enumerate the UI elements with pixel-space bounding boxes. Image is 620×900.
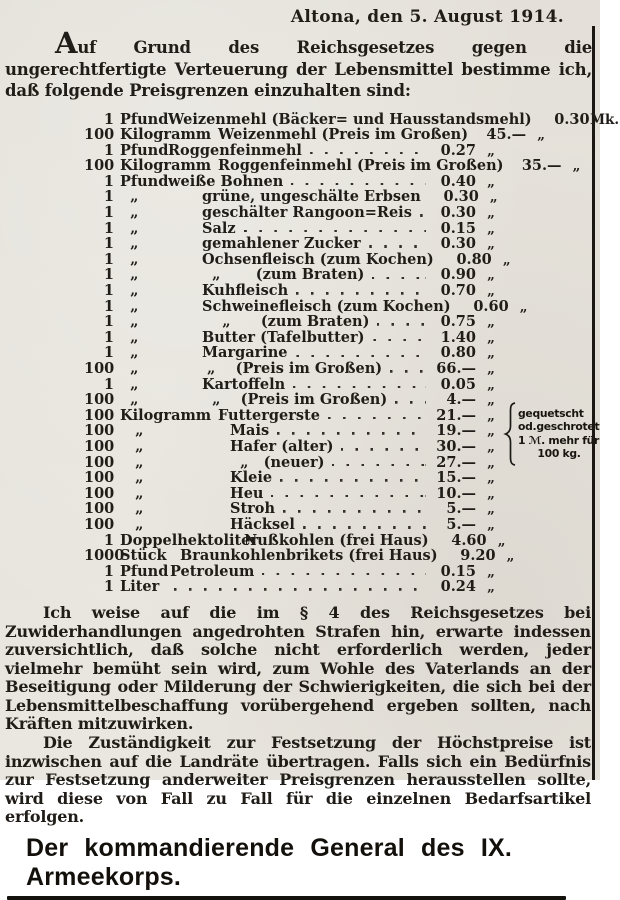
price-cell: 4.60 — [451, 531, 487, 549]
item-cell: Salz — [202, 219, 236, 237]
item-cell: Kuhfleisch — [202, 282, 289, 300]
currency-cell: „ — [572, 158, 581, 175]
dot-leader — [283, 510, 426, 513]
currency-cell: „ — [487, 485, 495, 502]
table-row — [84, 422, 506, 438]
currency-cell: „ — [487, 438, 495, 455]
unit-cell: Stück — [120, 547, 167, 565]
price-cell: 5.— — [446, 515, 476, 533]
table-row — [84, 391, 506, 407]
item-cell: Margarine — [202, 344, 288, 362]
grouping-brace — [504, 402, 516, 466]
table-row — [84, 500, 506, 516]
table-row — [84, 329, 506, 345]
item-cell: weiße Bohnen — [168, 172, 284, 190]
price-cell: 0.30 — [440, 235, 476, 253]
dot-leader — [332, 464, 426, 467]
quantity-cell: 1 — [103, 141, 114, 159]
currency-cell: „ — [487, 579, 495, 596]
unit-cell: „ — [120, 515, 144, 533]
body-paragraph-jurisdiction: Die Zuständigkeit zur Festsetzung der Höchstpreise ist inzwischen auf die Landräte übertragen. Falls sich ein Bedürfnis zur Festsetzung anderweiter Preisgrenzen herausstellen sollte, wird diese von Fall zu Fall für die einzelnen Bedarfsartikel erfolgen. — [5, 733, 591, 827]
table-row — [84, 344, 506, 360]
item-cell: Ochsenfleisch (zum Kochen) — [202, 250, 434, 268]
item-cell: Hafer (alter) — [230, 437, 334, 455]
currency-cell: „ — [487, 236, 495, 253]
currency-cell: Mk. — [590, 111, 620, 128]
item-cell: Weizenmehl (Bäcker= und Hausstandsmehl) — [168, 110, 532, 128]
quantity-cell: 1 — [103, 250, 114, 268]
currency-cell: „ — [487, 345, 495, 362]
price-cell: 0.40 — [440, 172, 476, 190]
table-row — [84, 220, 506, 236]
dot-leader — [296, 292, 426, 295]
unit-cell: Pfund — [120, 110, 169, 128]
currency-cell: „ — [487, 454, 495, 471]
quantity-cell: 1 — [103, 204, 114, 222]
table-row — [84, 188, 506, 204]
price-cell: 0.30 — [554, 110, 590, 128]
price-cell: 21.— — [436, 406, 476, 424]
quantity-cell: 100 — [84, 500, 115, 518]
dot-leader — [373, 339, 426, 342]
side-note-line: od.geschrotet — [518, 420, 600, 433]
drop-cap-initial: A — [55, 26, 78, 60]
side-note-line: gequetscht — [518, 406, 584, 420]
currency-cell: „ — [487, 329, 495, 346]
dot-leader — [310, 152, 426, 155]
currency-cell: „ — [497, 532, 506, 549]
quantity-cell: 1 — [103, 313, 114, 331]
unit-cell: „ — [120, 204, 139, 222]
currency-cell: „ — [487, 423, 495, 440]
unit-cell: „ — [120, 266, 139, 284]
table-row — [84, 313, 506, 329]
side-note — [504, 402, 600, 466]
price-cell: 35.— — [521, 157, 562, 175]
price-cell: 0.80 — [440, 344, 476, 362]
quantity-cell: 1 — [103, 531, 114, 549]
dot-leader — [174, 588, 426, 591]
table-row — [84, 360, 506, 376]
quantity-cell: 100 — [84, 469, 115, 487]
quantity-cell: 100 — [84, 422, 115, 440]
quantity-cell: 100 — [84, 453, 115, 471]
table-row — [84, 376, 506, 392]
unit-cell: „ — [120, 250, 139, 268]
currency-cell: „ — [487, 142, 495, 159]
table-row — [84, 110, 620, 128]
quantity-cell: 1 — [103, 172, 114, 190]
unit-cell: Liter — [120, 578, 160, 596]
unit-cell: Pfund — [120, 172, 169, 190]
price-cell: 5.— — [446, 500, 476, 518]
quantity-cell: 1 — [103, 344, 114, 362]
dot-leader — [293, 386, 426, 389]
price-cell: 0.27 — [440, 141, 476, 159]
table-row — [84, 142, 506, 158]
quantity-cell: 1 — [103, 328, 114, 346]
table-row — [84, 547, 515, 565]
unit-cell: „ — [120, 437, 144, 455]
dot-leader — [277, 432, 426, 435]
item-cell: Nußkohlen (frei Haus) — [244, 531, 429, 549]
table-row — [84, 578, 506, 594]
dot-leader — [377, 323, 426, 326]
quantity-cell: 1 — [103, 110, 114, 128]
currency-cell: „ — [487, 205, 495, 222]
currency-cell: „ — [502, 251, 511, 268]
item-cell: Roggenfeinmehl (Preis im Großen) — [218, 157, 504, 175]
currency-cell: „ — [487, 501, 495, 518]
item-cell: „ (Preis im Großen) — [202, 391, 388, 409]
table-row — [84, 204, 506, 220]
side-note-text — [518, 407, 600, 461]
table-row — [84, 438, 506, 454]
price-cell: 0.30 — [443, 188, 479, 206]
currency-cell: „ — [487, 314, 495, 331]
intro-paragraph — [5, 26, 592, 102]
unit-cell: „ — [120, 422, 144, 440]
currency-cell: „ — [487, 220, 495, 237]
quantity-cell: 100 — [84, 484, 115, 502]
intro-text: uf Grund des Reichsgesetzes gegen die ungerechtfertigte Verteuerung der Lebensmittel bestimme ich, daß folgende Preisgrenzen einzuhalten sind: — [5, 38, 592, 100]
item-cell: Roggenfeinmehl — [168, 141, 302, 159]
price-cell: 0.30 — [440, 204, 476, 222]
table-row — [84, 407, 506, 423]
quantity-cell: 1 — [103, 578, 114, 596]
quantity-cell: 1 — [103, 375, 114, 393]
price-cell: 10.— — [436, 484, 476, 502]
quantity-cell: 1 — [103, 235, 114, 253]
unit-cell: „ — [120, 282, 139, 300]
side-note-line: 100 kg. — [537, 447, 581, 460]
item-cell: „ (neuer) — [230, 453, 325, 471]
dot-leader — [372, 277, 426, 280]
dot-leader — [341, 448, 426, 451]
unit-cell: „ — [120, 453, 144, 471]
item-cell: Petroleum — [170, 562, 255, 580]
price-cell: 30.— — [436, 437, 476, 455]
item-cell: „ (zum Braten) — [202, 313, 370, 331]
quantity-cell: 1 — [103, 188, 114, 206]
currency-cell: „ — [487, 392, 495, 409]
currency-cell: „ — [487, 283, 495, 300]
currency-cell: „ — [506, 548, 515, 565]
currency-cell: „ — [519, 298, 528, 315]
dot-leader — [296, 355, 426, 358]
item-cell: Futtergerste — [218, 406, 320, 424]
currency-cell: „ — [489, 189, 498, 206]
price-cell: 27.— — [436, 453, 476, 471]
price-cell: 0.80 — [456, 250, 492, 268]
table-row — [84, 454, 506, 470]
unit-cell: „ — [120, 297, 139, 315]
item-cell: Häcksel — [230, 515, 295, 533]
quantity-cell: 100 — [84, 360, 115, 377]
item-cell: „ (Preis im Großen) — [202, 360, 383, 377]
dot-leader — [303, 526, 426, 529]
bottom-rule — [7, 896, 566, 900]
price-cell: 0.90 — [440, 266, 476, 284]
price-cell: 0.24 — [440, 578, 476, 596]
price-cell: 0.75 — [440, 313, 476, 331]
price-cell: 4.— — [446, 391, 476, 409]
dot-leader — [280, 479, 426, 482]
table-row — [84, 532, 506, 548]
quantity-cell: 100 — [84, 406, 115, 424]
item-cell: Kleie — [230, 469, 273, 487]
dot-leader — [328, 417, 426, 420]
unit-cell: Pfund — [120, 141, 169, 159]
quantity-cell: 1 — [103, 219, 114, 237]
currency-cell: „ — [487, 563, 495, 580]
quantity-cell: 100 — [84, 126, 115, 144]
unit-cell: „ — [120, 235, 139, 253]
body-paragraph-penalties: Ich weise auf die im § 4 des Reichsgesetzes bei Zuwiderhandlungen angedrohten Strafen hin, erwarte indessen zuversichtlich, daß solche nicht erforderlich werden, jeder vielmehr bemüht sein wird, zum Wohle des Vaterlands an der Beseitigung oder Milderung der Schwierigkeiten, die sich bei der Lebensmittelbeschaffung vorübergehend ergeben sollten, nach Kräften mitzuwirken. — [5, 602, 591, 734]
quantity-cell: 100 — [84, 157, 115, 175]
currency-cell: „ — [487, 470, 495, 487]
table-row — [84, 297, 528, 315]
item-cell: Kartoffeln — [202, 375, 286, 393]
date-line: Altona, den 5. August 1914. — [290, 7, 564, 27]
unit-cell: „ — [120, 375, 139, 393]
price-table — [84, 110, 620, 596]
price-cell: 19.— — [436, 422, 476, 440]
price-cell: 45.— — [486, 126, 527, 144]
side-note-line: 1 ℳ. mehr für — [518, 433, 600, 447]
table-row — [84, 250, 511, 268]
unit-cell: „ — [120, 188, 139, 206]
dot-leader — [262, 573, 426, 576]
table-row — [84, 469, 506, 485]
price-cell: 0.15 — [440, 219, 476, 237]
currency-cell: „ — [537, 127, 545, 144]
table-row — [84, 235, 506, 251]
quantity-cell: 1 — [103, 266, 114, 284]
table-row — [84, 282, 506, 298]
unit-cell: „ — [120, 391, 139, 409]
currency-cell: „ — [487, 361, 495, 377]
item-cell: Braunkohlenbrikets (frei Haus) — [180, 547, 438, 565]
price-cell: 0.05 — [440, 375, 476, 393]
unit-cell: „ — [120, 313, 139, 331]
currency-cell: „ — [487, 407, 495, 424]
price-cell: 0.60 — [473, 297, 509, 315]
item-cell: Heu — [230, 484, 264, 502]
item-cell: geschälter Rangoon=Reis — [202, 204, 412, 222]
unit-cell: „ — [120, 500, 144, 518]
currency-cell: „ — [487, 267, 495, 284]
currency-cell: „ — [487, 376, 495, 393]
item-cell: „ (zum Braten) — [202, 266, 365, 284]
table-row — [84, 173, 506, 189]
table-row — [84, 266, 506, 282]
dot-leader — [244, 230, 426, 233]
item-cell: Mais — [230, 422, 270, 440]
unit-cell: „ — [120, 344, 139, 362]
table-row — [84, 485, 506, 501]
quantity-cell: 100 — [84, 437, 115, 455]
unit-cell: „ — [120, 328, 139, 346]
unit-cell: „ — [120, 469, 144, 487]
dot-leader — [420, 214, 426, 217]
currency-cell: „ — [487, 516, 495, 533]
unit-cell: Kilogramm — [120, 126, 212, 144]
unit-cell: Kilogramm — [120, 157, 212, 175]
price-cell: 15.— — [436, 469, 476, 487]
price-cell: 1.40 — [440, 328, 476, 346]
dot-leader — [271, 495, 426, 498]
item-cell: Stroh — [230, 500, 276, 518]
unit-cell: „ — [120, 484, 144, 502]
dot-leader — [390, 370, 426, 373]
unit-cell: Doppelhektoliter — [120, 531, 259, 549]
item-cell: Schweinefleisch (zum Kochen) — [202, 297, 451, 315]
dot-leader — [291, 183, 426, 186]
price-cell: 0.15 — [440, 562, 476, 580]
item-cell: gemahlener Zucker — [202, 235, 361, 253]
dot-leader — [395, 401, 426, 404]
unit-cell: „ — [120, 219, 139, 237]
unit-cell: „ — [120, 360, 139, 377]
quantity-cell: 1 — [103, 297, 114, 315]
quantity-cell: 100 — [84, 515, 115, 533]
signature-line: Der kommandierende General des IX. Armeekorps. — [26, 834, 513, 892]
quantity-cell: 1000 — [84, 547, 125, 565]
table-row — [84, 157, 581, 175]
price-cell: 9.20 — [460, 547, 496, 565]
table-row — [84, 516, 506, 532]
table-row — [84, 126, 545, 144]
quantity-cell: 100 — [84, 391, 115, 409]
price-cell: 66.— — [436, 360, 476, 377]
unit-cell: Pfund — [120, 562, 169, 580]
item-cell: Weizenmehl (Preis im Großen) — [218, 126, 469, 144]
item-cell: Butter (Tafelbutter) — [202, 328, 365, 346]
currency-cell: „ — [487, 173, 495, 190]
table-row — [84, 563, 506, 579]
price-cell: 0.70 — [440, 282, 476, 300]
item-cell: grüne, ungeschälte Erbsen — [202, 188, 421, 206]
quantity-cell: 1 — [103, 562, 114, 580]
dot-leader — [369, 245, 426, 248]
quantity-cell: 1 — [103, 282, 114, 300]
unit-cell: Kilogramm — [120, 406, 212, 424]
